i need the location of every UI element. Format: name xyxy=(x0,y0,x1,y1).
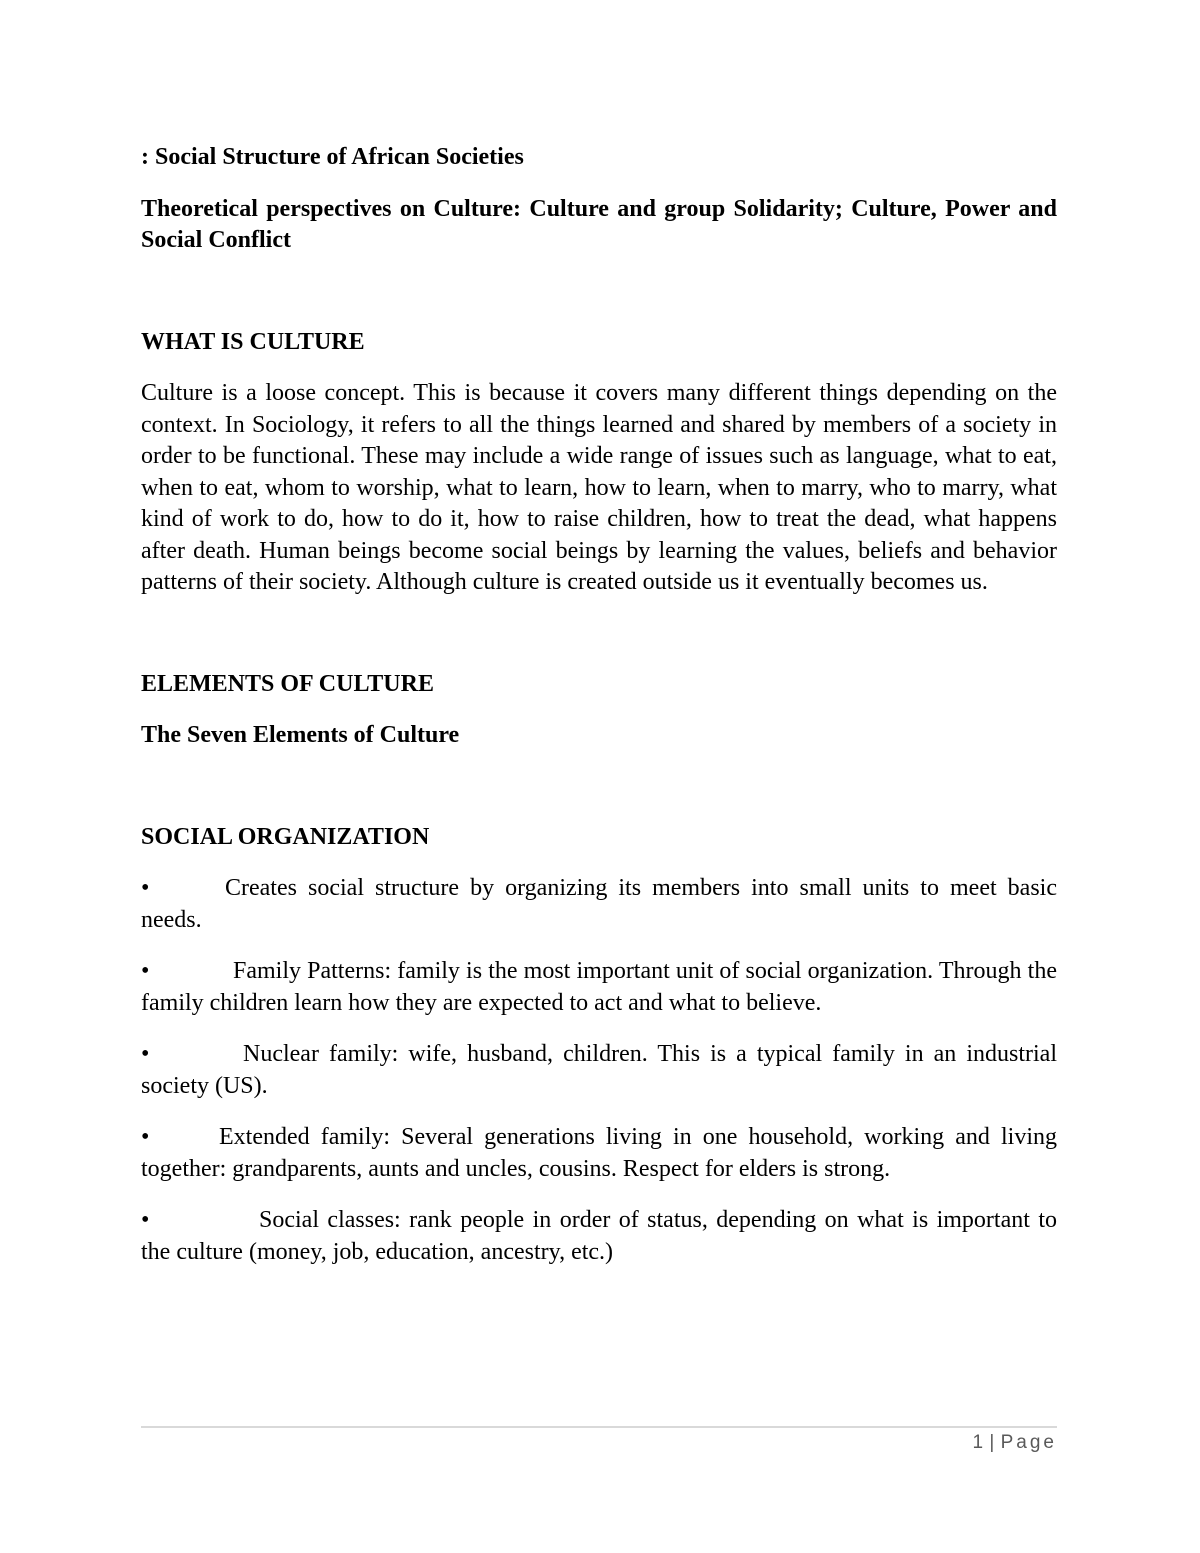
bullet-icon: • xyxy=(141,875,150,901)
list-item xyxy=(141,873,1057,936)
footer-divider xyxy=(141,1426,1057,1428)
list-item-text: Family Patterns: family is the most important unit of social organization. Through the family children learn how they are expected to act and what to believe. xyxy=(141,958,1057,1016)
list-item xyxy=(141,1039,1057,1102)
bullet-icon: • xyxy=(141,1207,150,1233)
subheading-seven-elements: The Seven Elements of Culture xyxy=(141,722,460,748)
section-heading-elements-of-culture: ELEMENTS OF CULTURE xyxy=(141,670,434,697)
document-body xyxy=(141,142,1057,1268)
list-item-text: Nuclear family: wife, husband, children. This is a typical family in an industrial society (US). xyxy=(141,1041,1057,1099)
page-footer xyxy=(973,1432,1057,1454)
list-item xyxy=(141,1122,1057,1185)
bullet-icon: • xyxy=(141,1041,150,1067)
section-heading-social-organization: SOCIAL ORGANIZATION xyxy=(141,823,430,850)
list-item-text: Creates social structure by organizing its members into small units to meet basic needs. xyxy=(141,875,1057,933)
social-organization-list xyxy=(141,873,1057,1268)
page-number: 1 xyxy=(972,1432,984,1453)
bullet-icon: • xyxy=(141,958,150,984)
list-item xyxy=(141,1205,1057,1268)
culture-definition-paragraph: Culture is a loose concept. This is because it covers many different things depending on the context. In Sociology, it refers to all the things learned and shared by members of a society in order to be functional. These may include a wide range of issues such as language, what to eat, when to eat, whom to worship, what to learn, how to learn, when to marry, who to marry, what kind of work to do, how to do it, how to raise children, how to treat the dead, what happens after death. Human beings become social beings by learning the values, beliefs and behavior patterns of their society. Although culture is created outside us it eventually becomes us. xyxy=(141,380,1057,595)
document-title: : Social Structure of African Societies xyxy=(141,144,524,170)
document-subtitle: Theoretical perspectives on Culture: Culture and group Solidarity; Culture, Power and Social Conflict xyxy=(141,195,1057,253)
list-item-text: Extended family: Several generations living in one household, working and living together: grandparents, aunts and uncles, cousins. Respect for elders is strong. xyxy=(141,1124,1057,1182)
list-item-text: Social classes: rank people in order of status, depending on what is important to the culture (money, job, education, ancestry, etc.) xyxy=(141,1207,1057,1265)
bullet-icon: • xyxy=(141,1124,150,1150)
list-item xyxy=(141,956,1057,1019)
page-label: Page xyxy=(1000,1432,1057,1453)
section-heading-what-is-culture: WHAT IS CULTURE xyxy=(141,328,365,355)
page-separator: | xyxy=(989,1432,995,1453)
